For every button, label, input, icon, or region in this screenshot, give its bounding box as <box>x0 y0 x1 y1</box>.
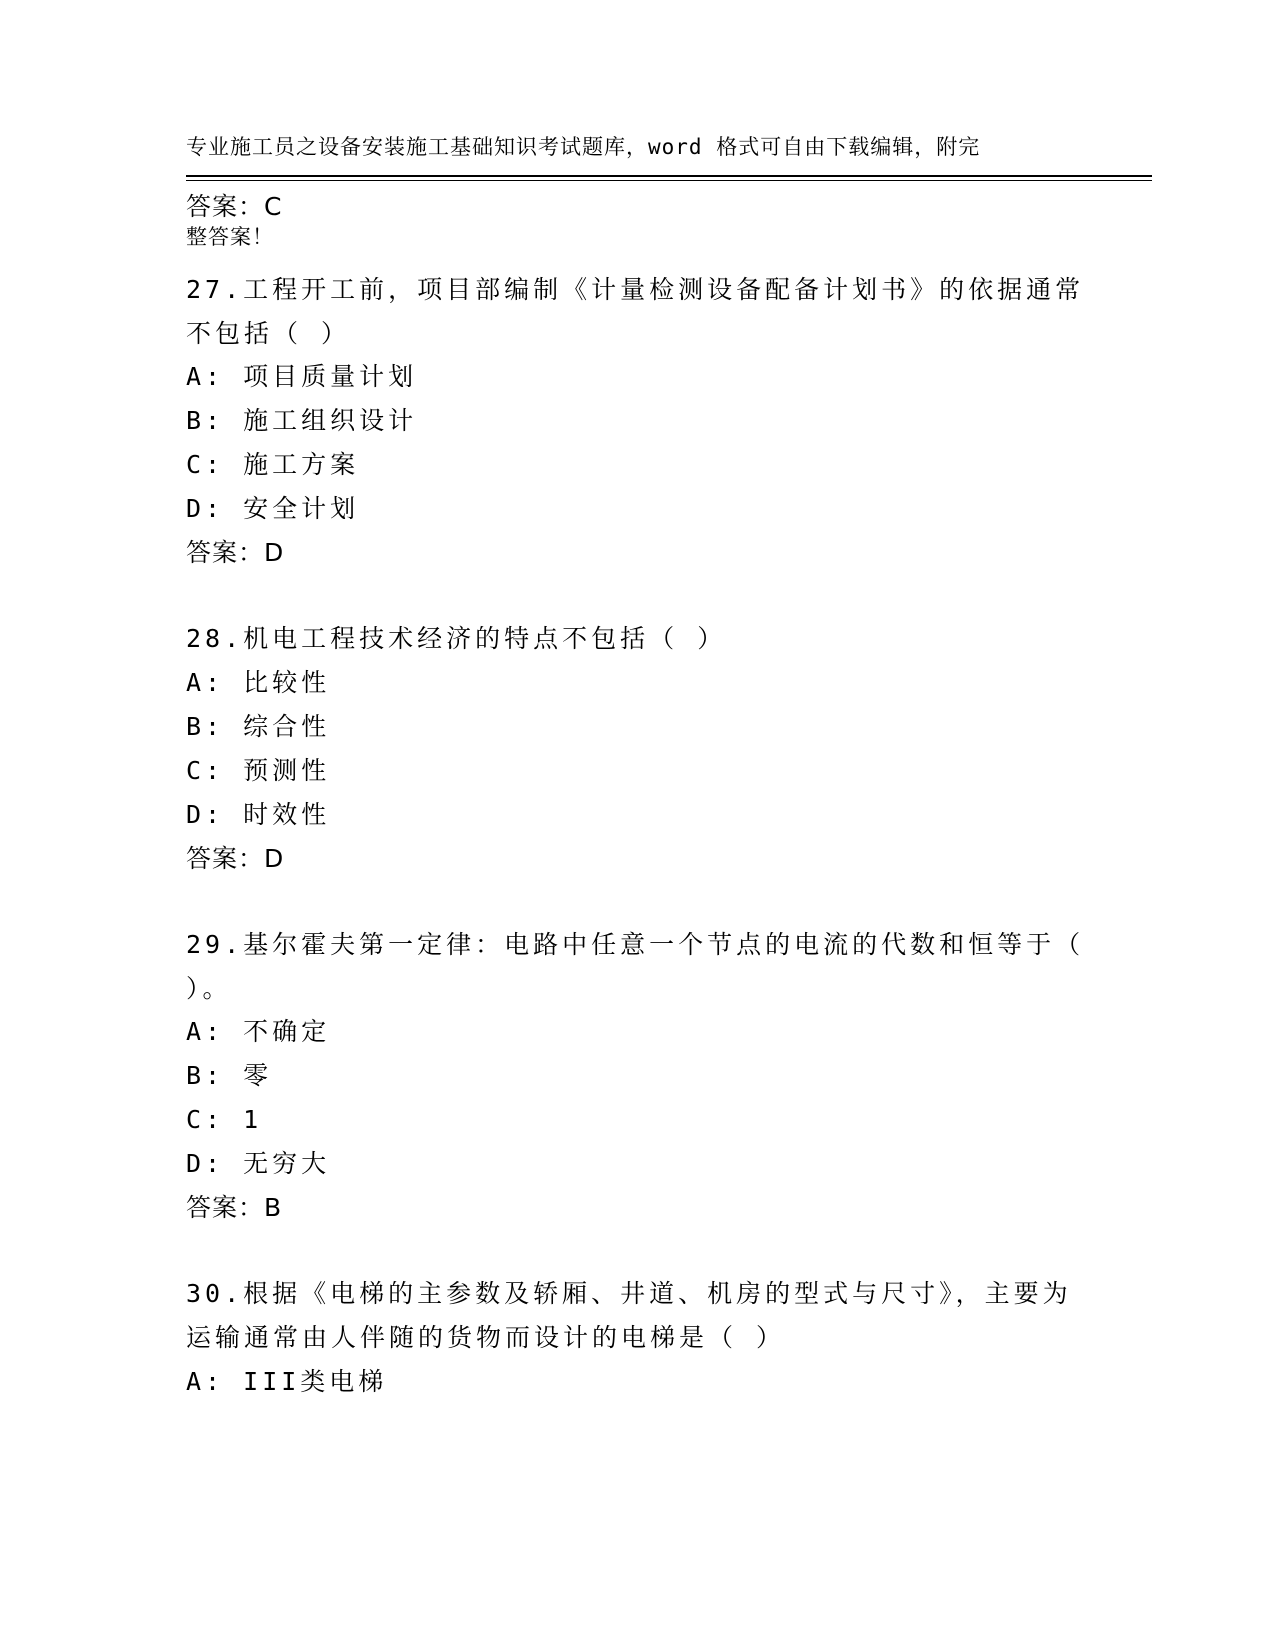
question-28-option-c: C: 预测性 <box>186 756 331 785</box>
question-29-option-d: D: 无穷大 <box>186 1149 331 1178</box>
question-27-text-line-1: 27.工程开工前，项目部编制《计量检测设备配备计划书》的依据通常 <box>186 275 1085 304</box>
question-27-option-a: A: 项目质量计划 <box>186 362 418 391</box>
question-28-option-b: B: 综合性 <box>186 712 331 741</box>
question-27-option-b: B: 施工组织设计 <box>186 406 418 435</box>
header-line-2: 整答案！ <box>186 225 274 249</box>
header-divider-thick <box>186 175 1152 177</box>
answer-26: 答案：C <box>186 192 283 221</box>
question-28-option-a: A: 比较性 <box>186 668 331 697</box>
question-27-answer: 答案：D <box>186 538 285 567</box>
question-29-option-b: B: 零 <box>186 1061 273 1090</box>
question-30-text-line-1: 30.根据《电梯的主参数及轿厢、井道、机房的型式与尺寸》，主要为 <box>186 1279 1072 1308</box>
question-27-text-line-2: 不包括（ ） <box>186 319 351 348</box>
question-30-text-line-2: 运输通常由人伴随的货物而设计的电梯是（ ） <box>186 1323 786 1352</box>
question-29-answer: 答案：B <box>186 1193 283 1222</box>
question-28-answer: 答案：D <box>186 844 285 873</box>
header-line-1: 专业施工员之设备安装施工基础知识考试题库，word 格式可自由下载编辑，附完 <box>186 135 981 159</box>
question-29-text-line-1: 29.基尔霍夫第一定律：电路中任意一个节点的电流的代数和恒等于（ <box>186 930 1085 959</box>
question-29-option-a: A: 不确定 <box>186 1017 331 1046</box>
question-27-option-c: C: 施工方案 <box>186 450 360 479</box>
header-divider-thin <box>186 180 1152 181</box>
question-30-option-a: A: III类电梯 <box>186 1367 388 1396</box>
question-29-option-c: C: 1 <box>186 1105 263 1134</box>
question-28-option-d: D: 时效性 <box>186 800 331 829</box>
question-29-text-line-2: ）。 <box>186 974 232 1003</box>
question-28-text-line-1: 28.机电工程技术经济的特点不包括（ ） <box>186 624 727 653</box>
question-27-option-d: D: 安全计划 <box>186 494 360 523</box>
document-header <box>186 72 1066 282</box>
